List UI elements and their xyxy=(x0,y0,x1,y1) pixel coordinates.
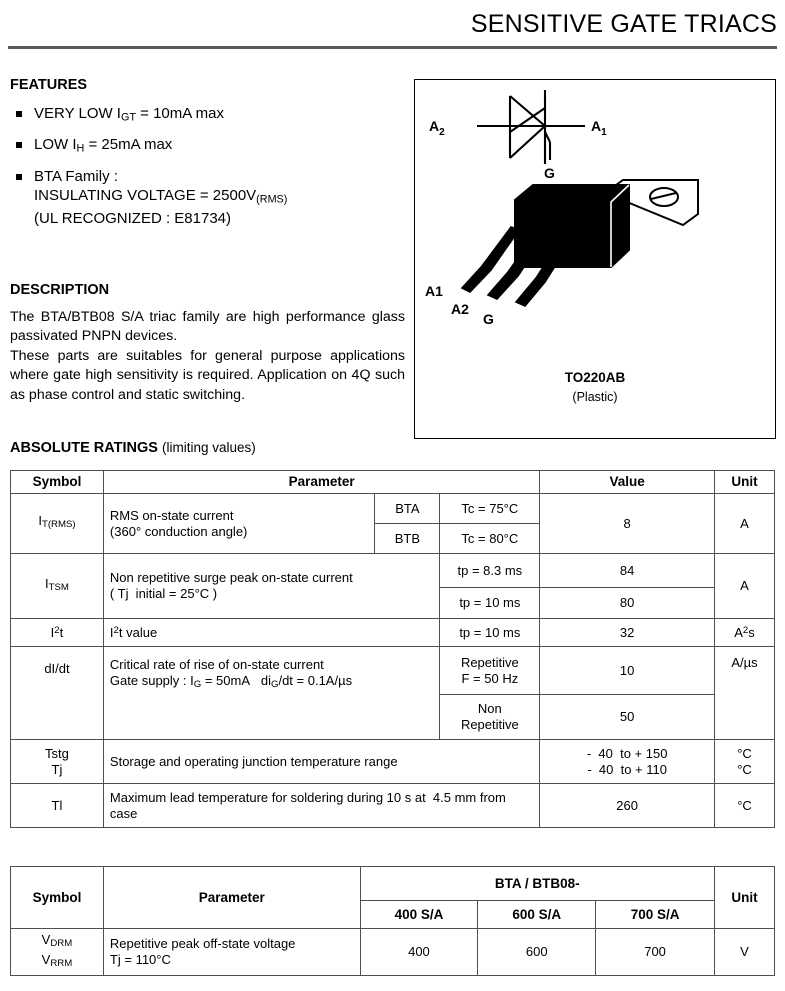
col-header-symbol: Symbol xyxy=(11,471,104,494)
absolute-ratings-title: ABSOLUTE RATINGS xyxy=(10,440,158,456)
pin-label-g: G xyxy=(483,311,494,327)
cell-symbol: Tl xyxy=(11,784,104,828)
cell-value: 84 xyxy=(540,554,715,588)
col-header-parameter: Parameter xyxy=(103,867,360,929)
cell-condition: Tc = 80°C xyxy=(440,524,540,554)
cell-parameter: RMS on-state current (360° conduction angle) xyxy=(103,494,375,554)
cell-parameter: Non repetitive surge peak on-state current ( Tj initial = 25°C ) xyxy=(103,554,439,619)
cell-condition: Non Repetitive xyxy=(440,695,540,740)
cell-unit: $A^2s$ xyxy=(715,619,775,647)
cell-parameter: Storage and operating junction temperature range xyxy=(103,740,539,784)
package-figure xyxy=(414,79,776,439)
cell-unit: °C xyxy=(715,784,775,828)
col-header-grade-600: 600 S/A xyxy=(478,901,596,929)
triac-symbol-icon xyxy=(477,90,585,164)
feature-text: BTA Family : INSULATING VOLTAGE = $2500V_{(RMS)}$ (UL RECOGNIZED : E81734) xyxy=(34,167,288,228)
bullet-square-icon xyxy=(16,142,22,148)
cell-unit: A xyxy=(715,554,775,619)
symbol-label-a2: $A_2$ xyxy=(429,118,445,138)
table-row xyxy=(11,619,775,647)
voltage-ratings-table xyxy=(10,866,775,976)
col-header-group: BTA / BTB08- xyxy=(360,867,714,901)
cell-condition: Tc = 75°C xyxy=(440,494,540,524)
pin-label-a2: A2 xyxy=(451,301,469,317)
cell-value: 80 xyxy=(540,588,715,619)
table-row xyxy=(11,740,775,784)
package-drawing xyxy=(415,80,773,366)
features-heading: FEATURES xyxy=(10,77,88,93)
cell-condition: tp = 8.3 ms xyxy=(440,554,540,588)
table-row xyxy=(11,929,775,976)
feature-text: VERY LOW $I_{GT} = 10mA$ max xyxy=(34,105,224,124)
cell-symbol: Tstg Tj xyxy=(11,740,104,784)
features-list xyxy=(14,104,394,236)
table-row xyxy=(11,494,775,524)
cell-condition: tp = 10 ms xyxy=(440,588,540,619)
feature-text: LOW $I_H = 25mA$ max xyxy=(34,136,173,155)
cell-parameter: Maximum lead temperature for soldering during 10 s at 4.5 mm from case xyxy=(103,784,539,828)
cell-value-700: 700 xyxy=(596,929,715,976)
cell-value: - 40 to + 150 - 40 to + 110 xyxy=(540,740,715,784)
cell-value-400: 400 xyxy=(360,929,478,976)
col-header-parameter: Parameter xyxy=(103,471,539,494)
col-header-value: Value xyxy=(540,471,715,494)
package-subcaption: (Plastic) xyxy=(572,390,618,404)
col-header-symbol: Symbol xyxy=(11,867,104,929)
feature-item-bta-family xyxy=(14,167,394,228)
cell-unit: °C °C xyxy=(715,740,775,784)
cell-type: BTA xyxy=(375,494,440,524)
cell-parameter: Critical rate of rise of on-state current Gate supply : $I_G = 50mA$ $di_G/dt = 0.1A/\mu s$ xyxy=(103,647,439,740)
cell-unit: A/µs xyxy=(715,647,775,740)
cell-parameter: Repetitive peak off-state voltage Tj = 110°C xyxy=(103,929,360,976)
cell-parameter: $I^2t$ value xyxy=(103,619,439,647)
col-header-unit: Unit xyxy=(714,867,774,929)
col-header-grade-700: 700 S/A xyxy=(596,901,715,929)
cell-symbol: $I^2t$ xyxy=(11,619,104,647)
description-body xyxy=(10,308,405,405)
cell-unit: V xyxy=(714,929,774,976)
symbol-label-a1: $A_1$ xyxy=(591,118,607,138)
symbol-label-g: G xyxy=(544,165,555,181)
cell-condition: Repetitive F = 50 Hz xyxy=(440,647,540,695)
cell-condition: tp = 10 ms xyxy=(440,619,540,647)
cell-value-600: 600 xyxy=(478,929,596,976)
description-heading: DESCRIPTION xyxy=(10,282,110,298)
col-header-unit: Unit xyxy=(715,471,775,494)
cell-value: 10 xyxy=(540,647,715,695)
table-row xyxy=(11,784,775,828)
absolute-ratings-table xyxy=(10,470,775,828)
feature-item-igt xyxy=(14,104,394,127)
table-header-row xyxy=(11,471,775,494)
package-caption: TO220AB xyxy=(564,370,626,385)
cell-unit: A xyxy=(715,494,775,554)
cell-value: 32 xyxy=(540,619,715,647)
cell-symbol: dI/dt xyxy=(11,647,104,740)
feature-item-ih xyxy=(14,135,394,158)
cell-value: 260 xyxy=(540,784,715,828)
table-header-row xyxy=(11,867,775,901)
to220ab-package-icon xyxy=(462,180,698,306)
cell-symbol: $I_{T(RMS)}$ xyxy=(11,494,104,554)
cell-type: BTB xyxy=(375,524,440,554)
title-divider xyxy=(8,46,777,49)
bullet-square-icon xyxy=(16,111,22,117)
table-row xyxy=(11,554,775,588)
col-header-grade-400: 400 S/A xyxy=(360,901,478,929)
table-row xyxy=(11,647,775,695)
absolute-ratings-heading xyxy=(10,440,256,456)
pin-label-a1: A1 xyxy=(425,283,443,299)
page-title: SENSITIVE GATE TRIACS xyxy=(470,10,777,38)
cell-value: 8 xyxy=(540,494,715,554)
bullet-square-icon xyxy=(16,174,22,180)
cell-symbol: $V_{DRM}$ $V_{RRM}$ xyxy=(11,929,104,976)
cell-value: 50 xyxy=(540,695,715,740)
description-paragraph: The BTA/BTB08 S/A triac family are high performance glass passivated PNPN devices. xyxy=(10,309,405,345)
cell-symbol: $I_{TSM}$ xyxy=(11,554,104,619)
absolute-ratings-subtitle: (limiting values) xyxy=(161,440,256,455)
description-paragraph: These parts are suitables for general purpose applications where gate high sensitivity is required. Application on 4Q such as phase control and static switching. xyxy=(10,347,405,403)
